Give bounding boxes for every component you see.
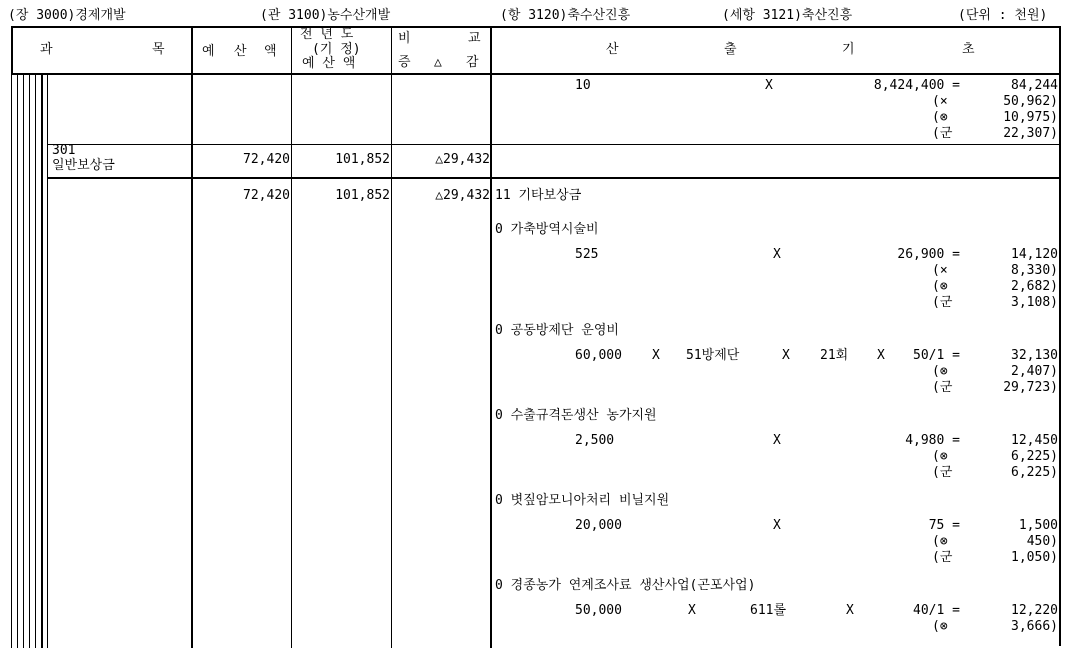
header-col3-a: 전 년 도 [300, 27, 354, 42]
row1-name: 일반보상금 [52, 158, 115, 173]
unit-label: (단위 : 천원) [958, 8, 1048, 23]
item-sub-label: (⊗ [932, 534, 948, 549]
tree-bar-3 [23, 73, 24, 648]
tree-bar-7 [47, 73, 48, 648]
item-total: 12,450 [1011, 433, 1058, 448]
table-left-border [11, 26, 13, 75]
row2-diff: △29,432 [435, 188, 490, 203]
row0-sub3-label: (군 [932, 126, 953, 141]
row0-sub1-value: 50,962) [1003, 94, 1058, 109]
item-calc: 50/1 = [913, 348, 960, 363]
item-sub-value: 6,225) [1011, 465, 1058, 480]
row1-code: 301 [52, 143, 76, 158]
item-title: 0 볏짚암모니아처리 비닐지원 [495, 493, 670, 508]
item-calc: 50,000 [575, 603, 622, 618]
row1-budget: 72,420 [243, 152, 290, 167]
row-sep-1 [47, 144, 1061, 145]
item-calc: 20,000 [575, 518, 622, 533]
row0-sub1-label: (× [932, 94, 948, 109]
sehang-label: (세항 3121)축산진흥 [722, 8, 853, 23]
item-sub-value: 2,407) [1011, 364, 1058, 379]
header-col2-c: 액 [264, 44, 277, 59]
item-title: 0 공동방제단 운영비 [495, 323, 619, 338]
item-calc: 51방제단 [686, 348, 740, 363]
item-total: 32,130 [1011, 348, 1058, 363]
item-sub-label: (⊗ [932, 364, 948, 379]
header-bottom-border [11, 73, 1061, 75]
item-calc: 75 = [928, 518, 960, 533]
header-col4-bot-c: 감 [466, 55, 479, 70]
row2-budget: 72,420 [243, 188, 290, 203]
header-col5-a: 산 [606, 42, 619, 57]
header-col1-b: 목 [152, 42, 165, 57]
item-calc: X [688, 603, 696, 618]
item-sub-value: 450) [1026, 534, 1058, 549]
header-col3-c: 예 산 액 [302, 56, 356, 71]
tree-bar-4 [29, 73, 30, 648]
header-col4-top-b: 교 [468, 31, 481, 46]
tree-bar-6 [41, 73, 43, 648]
item-total: 12,220 [1011, 603, 1058, 618]
hang-label: (항 3120)축수산진흥 [500, 8, 631, 23]
header-col5-b: 출 [724, 42, 737, 57]
row0-sub3-value: 22,307) [1003, 126, 1058, 141]
item-calc: X [877, 348, 885, 363]
item-calc: X [652, 348, 660, 363]
jang-label: (장 3000)경제개발 [8, 8, 126, 23]
col-sep-2 [291, 26, 292, 648]
item-title: 0 경종농가 연계조사료 생산사업(곤포사업) [495, 578, 756, 593]
header-col2-b: 산 [234, 44, 247, 59]
item-calc: X [846, 603, 854, 618]
item-sub-label: (군 [932, 380, 953, 395]
item-sub-label: (⊗ [932, 449, 948, 464]
item-total: 14,120 [1011, 247, 1058, 262]
item-calc: 4,980 = [905, 433, 960, 448]
gwan-label: (관 3100)농수산개발 [260, 8, 391, 23]
item-sub-label: (× [932, 263, 948, 278]
row0-qty: 10 [575, 78, 591, 93]
item-sub-label: (⊗ [932, 619, 948, 634]
col-sep-4 [490, 26, 492, 648]
row0-sub2-value: 10,975) [1003, 110, 1058, 125]
header-col3-b: (기 정) [312, 42, 361, 57]
item-title: 0 가축방역시술비 [495, 222, 599, 237]
item-sub-value: 8,330) [1011, 263, 1058, 278]
item-sub-label: (⊗ [932, 279, 948, 294]
row2-prev: 101,852 [335, 188, 390, 203]
item-sub-value: 3,666) [1011, 619, 1058, 634]
header-col4-bot-a: 증 [398, 55, 411, 70]
item-calc: 525 [575, 247, 599, 262]
table-right-border [1059, 26, 1061, 646]
item-calc: 2,500 [575, 433, 615, 448]
header-col1-a: 과 [40, 42, 53, 57]
tree-bar-5 [35, 73, 36, 648]
item-calc: 60,000 [575, 348, 622, 363]
header-col5-d: 초 [962, 42, 975, 57]
col-sep-3 [391, 26, 392, 648]
row1-diff: △29,432 [435, 152, 490, 167]
header-col4-bot-b: △ [434, 55, 442, 70]
item-sub-value: 2,682) [1011, 279, 1058, 294]
item-sub-value: 6,225) [1011, 449, 1058, 464]
item-calc: X [773, 433, 781, 448]
item-sub-label: (군 [932, 550, 953, 565]
row0-price: 8,424,400 = [873, 78, 960, 93]
item-sub-value: 29,723) [1003, 380, 1058, 395]
item-calc: 40/1 = [913, 603, 960, 618]
tree-bar-2 [17, 73, 18, 648]
table-top-border [11, 26, 1061, 28]
tree-bar-1 [11, 73, 12, 648]
item-calc: 611롤 [750, 603, 787, 618]
col-sep-1 [191, 26, 193, 648]
row-sep-2 [47, 177, 1061, 179]
item-calc: 26,900 = [897, 247, 960, 262]
row2-title: 11 기타보상금 [495, 188, 582, 203]
item-calc: X [773, 518, 781, 533]
item-sub-value: 3,108) [1011, 295, 1058, 310]
header-col2-a: 예 [202, 44, 215, 59]
item-calc: X [773, 247, 781, 262]
row1-prev: 101,852 [335, 152, 390, 167]
item-sub-value: 1,050) [1011, 550, 1058, 565]
item-total: 1,500 [1018, 518, 1058, 533]
item-sub-label: (군 [932, 465, 953, 480]
item-sub-label: (군 [932, 295, 953, 310]
item-calc: 21회 [820, 348, 849, 363]
item-calc: X [782, 348, 790, 363]
header-col5-c: 기 [842, 42, 855, 57]
header-col4-top-a: 비 [398, 31, 411, 46]
row0-x: X [765, 78, 773, 93]
row0-sub2-label: (⊗ [932, 110, 948, 125]
row0-total: 84,244 [1011, 78, 1058, 93]
item-title: 0 수출규격돈생산 농가지원 [495, 408, 657, 423]
